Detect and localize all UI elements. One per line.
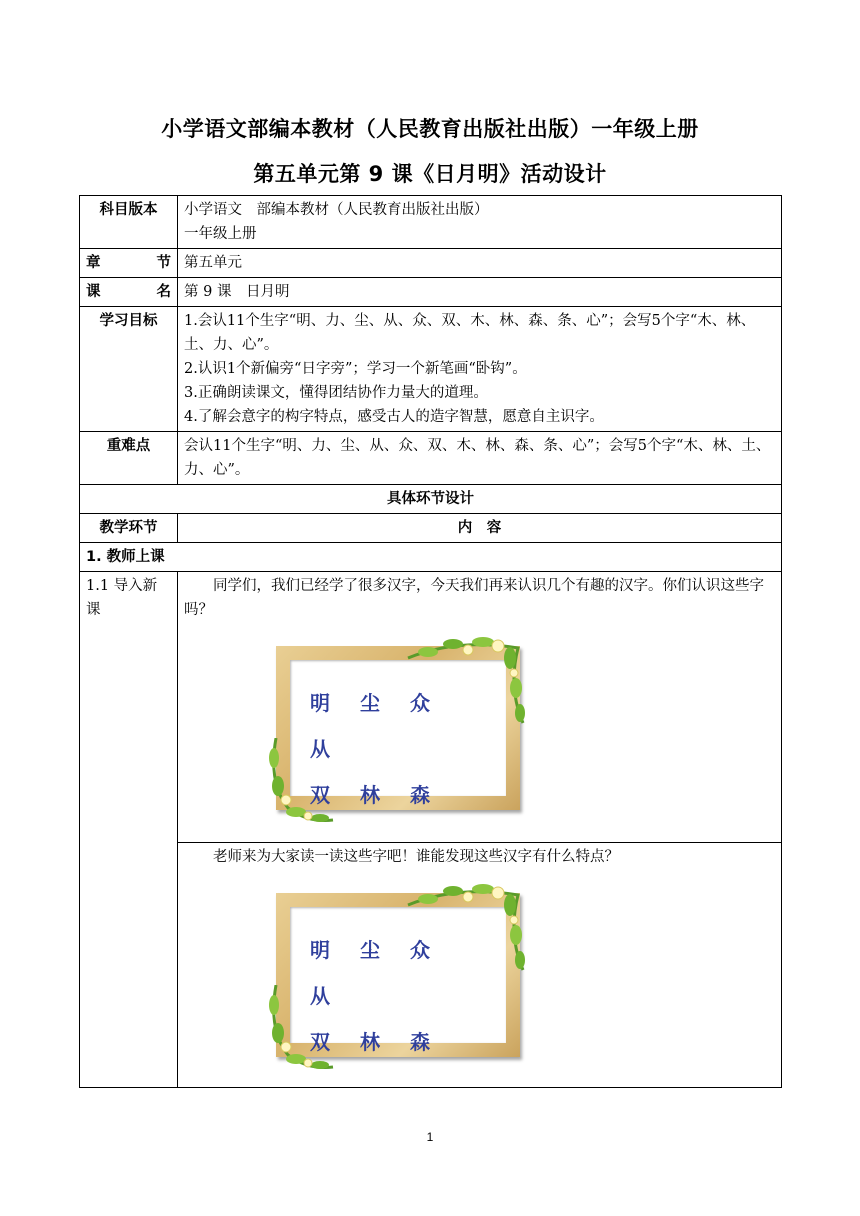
frame-char: 从	[310, 984, 330, 1008]
activity-row-b	[80, 843, 782, 1088]
subject-line1: 小学语文 部编本教材（人民教育出版社出版）	[184, 202, 489, 218]
flower-vine-icon	[268, 738, 338, 828]
lesson-row	[80, 278, 782, 307]
page-number: 1	[426, 1130, 434, 1144]
chapter-label: 章 节	[80, 249, 178, 278]
design-header-row	[80, 485, 782, 514]
chapter-row	[80, 249, 782, 278]
column-header-row	[80, 514, 782, 543]
activity-paragraph-2: 老师来为大家读一读这些字吧！谁能发现这些汉字有什么特点？	[213, 849, 619, 865]
document-title-line2: 第五单元第 9 课《日月明》活动设计	[253, 162, 607, 186]
flower-vine-icon	[398, 628, 528, 728]
frame-char: 林	[360, 783, 380, 807]
frame-char: 明	[310, 691, 330, 715]
frame-char: 尘	[360, 691, 380, 715]
activity-cell-2	[178, 843, 782, 1088]
key-points-label: 重难点	[80, 432, 178, 485]
activity-row-a	[80, 572, 782, 843]
activity-paragraph-1: 同学们，我们已经学了很多汉字，今天我们再来认识几个有趣的汉字。你们认识这些字吗？	[184, 578, 764, 618]
col-stage-header: 教学环节	[80, 514, 178, 543]
goal-item: 1.会认11个生字“明、力、尘、从、众、双、木、林、森、条、心”；会写5个字“木、林、土、力、心”。	[184, 313, 756, 353]
design-header: 具体环节设计	[80, 485, 782, 514]
goals-row	[80, 307, 782, 432]
lesson-label: 课 名	[80, 278, 178, 307]
col-content-header: 内 容	[178, 514, 782, 543]
character-frame-image-2	[268, 875, 528, 1075]
chapter-value: 第五单元	[178, 249, 782, 278]
subject-value	[178, 196, 782, 249]
frame-char: 林	[360, 1030, 380, 1054]
flower-vine-icon	[268, 985, 338, 1075]
goals-label: 学习目标	[80, 307, 178, 432]
goal-item: 3.正确朗读课文，懂得团结协作力量大的道理。	[184, 385, 488, 401]
frame-char: 从	[310, 737, 330, 761]
key-points-value: 会认11个生字“明、力、尘、从、众、双、木、林、森、条、心”；会写5个字“木、林、土、力、心”。	[178, 432, 782, 485]
character-frame-image-1	[268, 628, 528, 828]
frame-char: 森	[410, 1030, 430, 1054]
key-points-row	[80, 432, 782, 485]
lesson-value: 第 9 课 日月明	[178, 278, 782, 307]
section-row	[80, 543, 782, 572]
frame-char: 众	[410, 938, 430, 962]
document-title-line1: 小学语文部编本教材（人民教育出版社出版）一年级上册	[161, 117, 699, 141]
frame-char: 双	[310, 783, 330, 807]
flower-vine-icon	[398, 875, 528, 975]
frame-char: 双	[310, 1030, 330, 1054]
frame-char: 明	[310, 938, 330, 962]
subject-label: 科目版本	[80, 196, 178, 249]
goal-item: 2.认识1个新偏旁“日字旁”；学习一个新笔画“卧钩”。	[184, 361, 527, 377]
activity-cell-1	[178, 572, 782, 843]
subject-line2: 一年级上册	[184, 226, 257, 242]
goal-item: 4.了解会意字的构字特点，感受古人的造字智慧，愿意自主识字。	[184, 409, 604, 425]
section-title: 1. 教师上课	[80, 543, 782, 572]
subject-row	[80, 196, 782, 249]
lesson-table	[79, 195, 782, 1088]
frame-char: 森	[410, 783, 430, 807]
frame-char: 尘	[360, 938, 380, 962]
goals-value	[178, 307, 782, 432]
frame-char: 众	[410, 691, 430, 715]
stage-label: 1.1 导入新课	[80, 572, 178, 1088]
